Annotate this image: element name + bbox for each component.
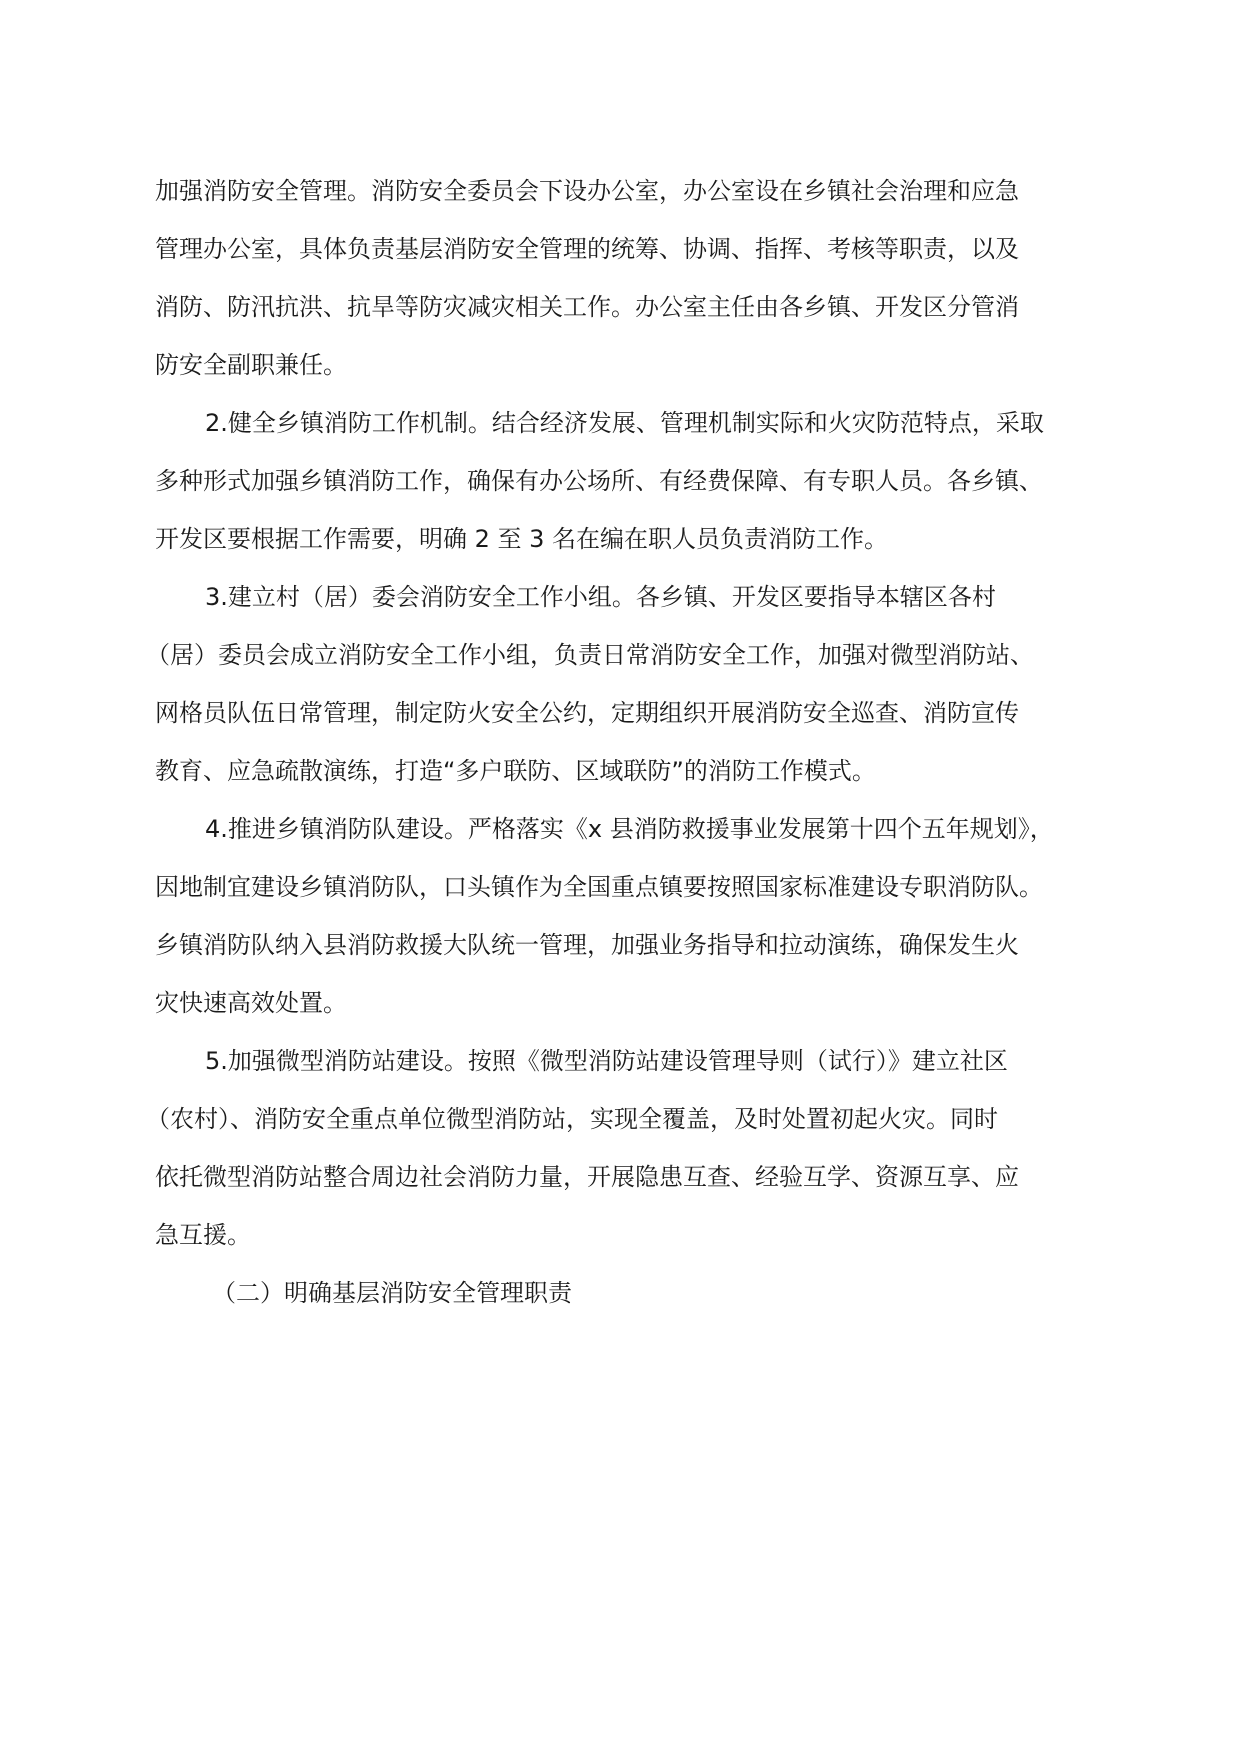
paragraph-5-line-2: （农村）、消防安全重点单位微型消防站，实现全覆盖，及时处置初起火灾。同时 <box>146 1105 998 1133</box>
paragraph-3-line-4: 教育、应急疏散演练，打造“多户联防、区域联防”的消防工作模式。 <box>155 757 876 785</box>
paragraph-4-line-3: 乡镇消防队纳入县消防救援大队统一管理，加强业务指导和拉动演练，确保发生火 <box>155 931 1019 959</box>
paragraph-5-line-3: 依托微型消防站整合周边社会消防力量，开展隐患互查、经验互学、资源互享、应 <box>155 1163 1019 1191</box>
paragraph-1-line-4: 防安全副职兼任。 <box>155 351 347 379</box>
paragraph-2-line-1: 2.健全乡镇消防工作机制。结合经济发展、管理机制实际和火灾防范特点，采取 <box>205 409 1044 437</box>
paragraph-5-line-4: 急互援。 <box>155 1221 251 1249</box>
paragraph-1-line-3: 消防、防汛抗洪、抗旱等防灾减灾相关工作。办公室主任由各乡镇、开发区分管消 <box>155 293 1019 321</box>
paragraph-2-line-2: 多种形式加强乡镇消防工作，确保有办公场所、有经费保障、有专职人员。各乡镇、 <box>155 467 1043 495</box>
paragraph-5-line-1: 5.加强微型消防站建设。按照《微型消防站建设管理导则（试行）》建立社区 <box>205 1047 1008 1075</box>
paragraph-4-line-1: 4.推进乡镇消防队建设。严格落实《x 县消防救援事业发展第十四个五年规划》， <box>205 815 1054 843</box>
section-heading: （二）明确基层消防安全管理职责 <box>212 1279 572 1307</box>
paragraph-3-line-3: 网格员队伍日常管理，制定防火安全公约，定期组织开展消防安全巡查、消防宣传 <box>155 699 1019 727</box>
paragraph-4-line-2: 因地制宜建设乡镇消防队，口头镇作为全国重点镇要按照国家标准建设专职消防队。 <box>155 873 1043 901</box>
paragraph-2-line-3: 开发区要根据工作需要，明确 2 至 3 名在编在职人员负责消防工作。 <box>155 525 889 553</box>
paragraph-1-line-2: 管理办公室，具体负责基层消防安全管理的统筹、协调、指挥、考核等职责，以及 <box>155 235 1019 263</box>
paragraph-4-line-4: 灾快速高效处置。 <box>155 989 347 1017</box>
paragraph-3-line-2: （居）委员会成立消防安全工作小组，负责日常消防安全工作，加强对微型消防站、 <box>146 641 1034 669</box>
paragraph-1-line-1: 加强消防安全管理。消防安全委员会下设办公室，办公室设在乡镇社会治理和应急 <box>155 177 1019 205</box>
paragraph-3-line-1: 3.建立村（居）委会消防安全工作小组。各乡镇、开发区要指导本辖区各村 <box>205 583 996 611</box>
